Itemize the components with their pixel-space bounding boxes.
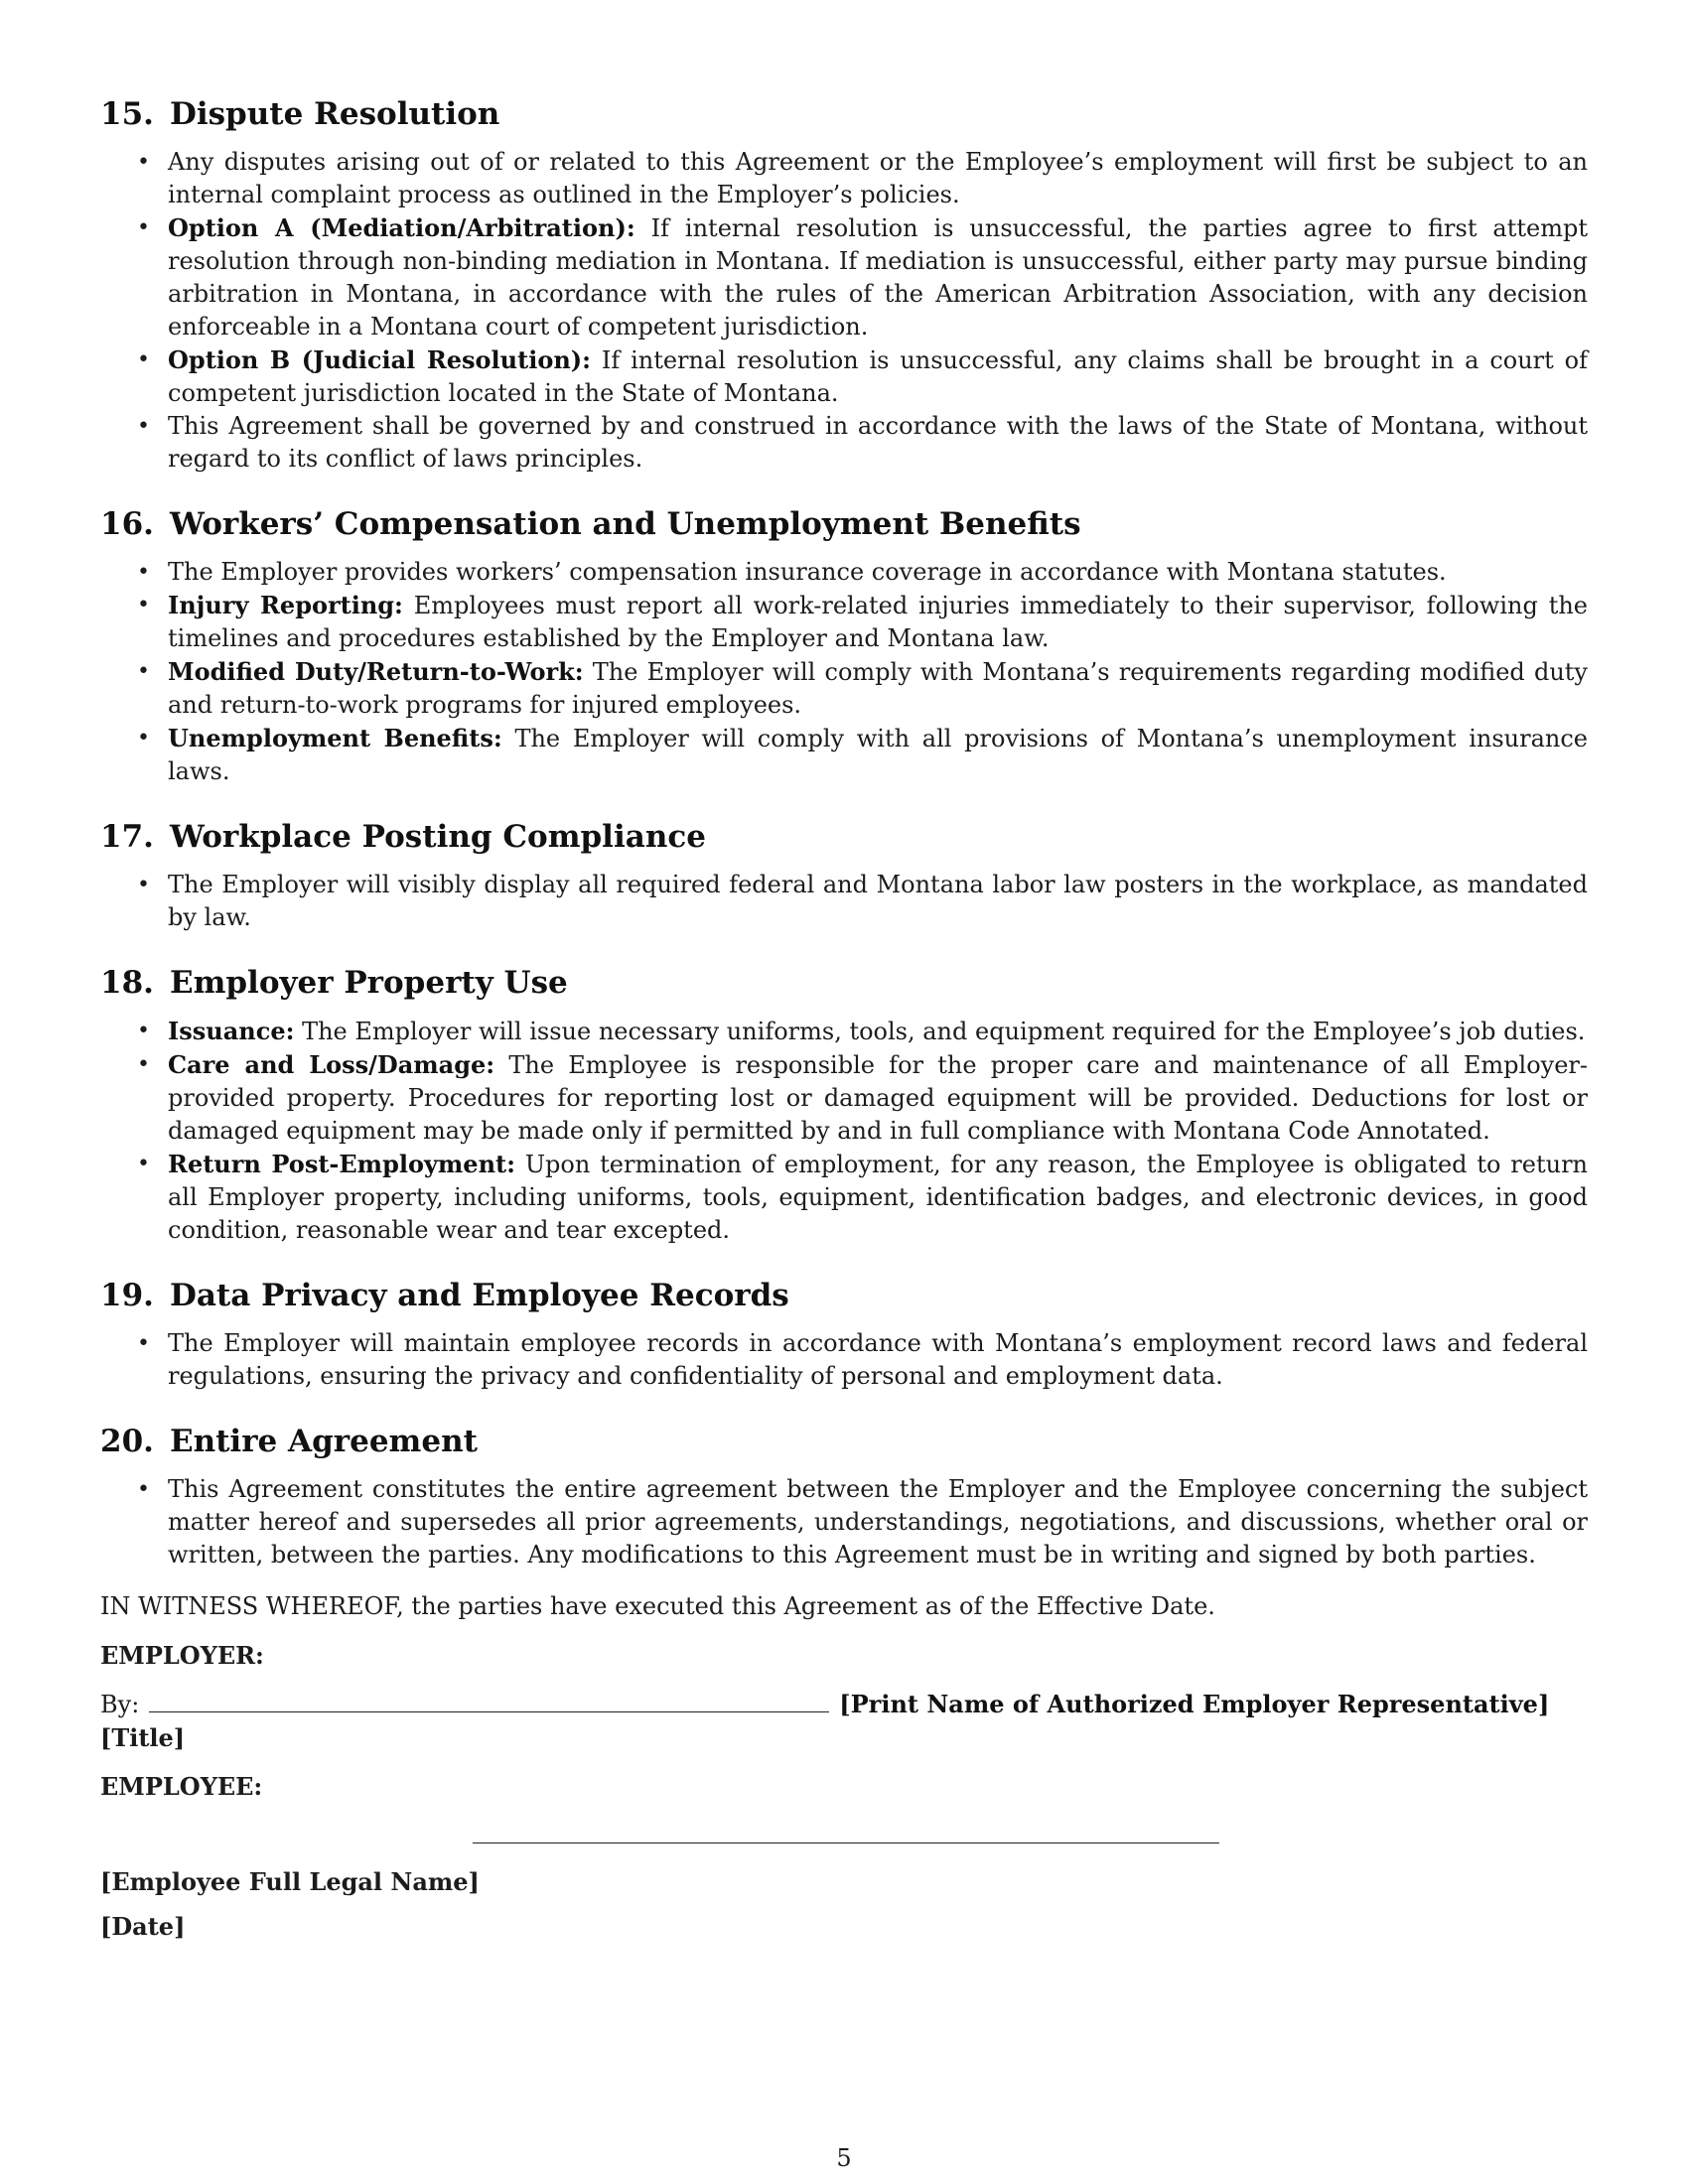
item-lead: Issuance: <box>168 1017 295 1045</box>
item-lead: Modified Duty/Return-to-Work: <box>168 657 584 686</box>
bullet-list <box>100 556 1588 788</box>
item-lead: Unemployment Benefits: <box>168 724 502 752</box>
section-title: Data Privacy and Employee Records <box>169 1278 789 1313</box>
item-lead: Option A (Mediation/Arbitration): <box>168 213 635 242</box>
employer-signature-row <box>100 1688 1588 1721</box>
list-item <box>100 722 1588 788</box>
item-text: The Employer will comply with Montana’s requirements regarding modified duty and return-to-work programs for injured employees. <box>168 658 1588 719</box>
bullet-icon: • <box>137 560 150 585</box>
section-heading <box>100 504 1588 544</box>
section-number: 17. <box>100 819 154 855</box>
section-number: 15. <box>100 96 154 132</box>
bullet-icon: • <box>137 215 150 240</box>
bullet-icon: • <box>137 659 150 684</box>
bullet-icon: • <box>137 1331 150 1356</box>
item-text: Employees must report all work-related injuries immediately to their supervisor, following the timelines and procedures established by the Employer and Montana law. <box>168 592 1588 652</box>
item-lead: Option B (Judicial Resolution): <box>168 345 591 374</box>
bullet-icon: • <box>137 1152 150 1176</box>
bullet-list <box>100 1015 1588 1247</box>
item-text: The Employer will maintain employee records in accordance with Montana’s employment record laws and federal regulations, ensuring the privacy and confidentiality of personal and employment data. <box>168 1329 1588 1390</box>
section-title: Entire Agreement <box>169 1424 478 1459</box>
item-lead: Care and Loss/Damage: <box>168 1050 495 1079</box>
witness-statement: IN WITNESS WHEREOF, the parties have executed this Agreement as of the Effective Date. <box>100 1592 1215 1620</box>
section-number: 18. <box>100 965 154 1001</box>
section-number: 16. <box>100 506 154 542</box>
section-heading <box>100 94 1588 134</box>
bullet-icon: • <box>137 347 150 372</box>
list-item <box>100 589 1588 655</box>
bullet-icon: • <box>137 873 150 897</box>
bullet-icon: • <box>137 150 150 175</box>
item-text: The Employer provides workers’ compensation insurance coverage in accordance with Montana statutes. <box>168 558 1447 586</box>
section-15 <box>100 94 1588 476</box>
list-item <box>100 869 1588 934</box>
item-text: Any disputes arising out of or related to this Agreement or the Employee’s employment will first be subject to an internal complaint process as outlined in the Employer’s policies. <box>168 148 1588 208</box>
section-number: 20. <box>100 1424 154 1459</box>
section-heading <box>100 817 1588 857</box>
bullet-icon: • <box>137 726 150 751</box>
list-item <box>100 556 1588 589</box>
item-text: Upon termination of employment, for any reason, the Employee is obligated to return all Employer property, including uniforms, tools, equipment, identification badges, and electronic devices, in good condition, reasonable wear and tear excepted. <box>168 1151 1588 1244</box>
item-text: If internal resolution is unsuccessful, the parties agree to first attempt resolution through non-binding mediation in Montana. If mediation is unsuccessful, either party may pursue binding arbitration in Montana, in accordance with the rules of the American Arbitration Association, with any decision enforceable in a Montana court of competent jurisdiction. <box>168 214 1588 341</box>
section-18 <box>100 963 1588 1247</box>
bullet-icon: • <box>137 414 150 439</box>
employee-signature-line <box>473 1825 1219 1843</box>
signature-date: [Date] <box>100 1912 186 1941</box>
list-item <box>100 211 1588 343</box>
bullet-icon: • <box>137 1019 150 1043</box>
bullet-list <box>100 869 1588 934</box>
section-heading <box>100 1276 1588 1315</box>
bullet-list <box>100 146 1588 476</box>
list-item <box>100 410 1588 476</box>
section-number: 19. <box>100 1278 154 1313</box>
section-20 <box>100 1422 1588 1571</box>
employer-signature-line <box>149 1690 829 1712</box>
employee-full-name: [Employee Full Legal Name] <box>100 1867 480 1896</box>
employee-label: EMPLOYEE: <box>100 1772 263 1801</box>
item-text: The Employer will comply with all provisions of Montana’s unemployment insurance laws. <box>168 725 1588 785</box>
list-item <box>100 146 1588 211</box>
list-item <box>100 1148 1588 1247</box>
list-item <box>100 1327 1588 1393</box>
section-heading <box>100 1422 1588 1461</box>
item-text: This Agreement shall be governed by and construed in accordance with the laws of the State of Montana, without regard to its conflict of laws principles. <box>168 412 1588 473</box>
section-17 <box>100 817 1588 934</box>
list-item <box>100 343 1588 410</box>
item-text: This Agreement constitutes the entire agreement between the Employer and the Employee concerning the subject matter hereof and supersedes all prior agreements, understandings, negotiations, and discussions, whether oral or written, between the parties. Any modifications to this Agreement must be in writing and signed by both parties. <box>168 1475 1588 1569</box>
employer-label: EMPLOYER: <box>100 1641 264 1670</box>
item-text: The Employee is responsible for the proper care and maintenance of all Employer-provided property. Procedures for reporting lost or damaged equipment will be provided. Deductions for lost or damaged equipment may be made only if permitted by and in full compliance with Montana Code Annotated. <box>168 1051 1589 1145</box>
item-text: The Employer will visibly display all required federal and Montana labor law posters in the workplace, as mandated by law. <box>168 871 1588 931</box>
item-text: If internal resolution is unsuccessful, any claims shall be brought in a court of competent jurisdiction located in the State of Montana. <box>168 346 1588 407</box>
list-item <box>100 1015 1588 1048</box>
section-title: Workplace Posting Compliance <box>169 819 706 855</box>
sections-container <box>100 94 1588 1571</box>
page-number: 5 <box>836 2144 852 2172</box>
item-lead: Return Post-Employment: <box>168 1150 515 1178</box>
list-item <box>100 1473 1588 1571</box>
item-lead: Injury Reporting: <box>168 591 403 619</box>
list-item <box>100 1048 1588 1148</box>
bullet-list <box>100 1327 1588 1393</box>
bullet-icon: • <box>137 1477 150 1502</box>
by-label: By: <box>100 1691 140 1718</box>
list-item <box>100 655 1588 722</box>
document-body <box>100 94 1588 1943</box>
bullet-list <box>100 1473 1588 1571</box>
section-16 <box>100 504 1588 788</box>
section-heading <box>100 963 1588 1003</box>
section-title: Workers’ Compensation and Unemployment Benefits <box>169 506 1081 542</box>
employer-title: [Title] <box>100 1723 186 1752</box>
employer-representative-name: [Print Name of Authorized Employer Representative] <box>839 1690 1550 1718</box>
item-text: The Employer will issue necessary uniforms, tools, and equipment required for the Employee’s job duties. <box>302 1018 1586 1045</box>
bullet-icon: • <box>137 593 150 617</box>
section-title: Dispute Resolution <box>169 96 500 132</box>
bullet-icon: • <box>137 1052 150 1077</box>
section-title: Employer Property Use <box>169 965 568 1001</box>
section-19 <box>100 1276 1588 1393</box>
